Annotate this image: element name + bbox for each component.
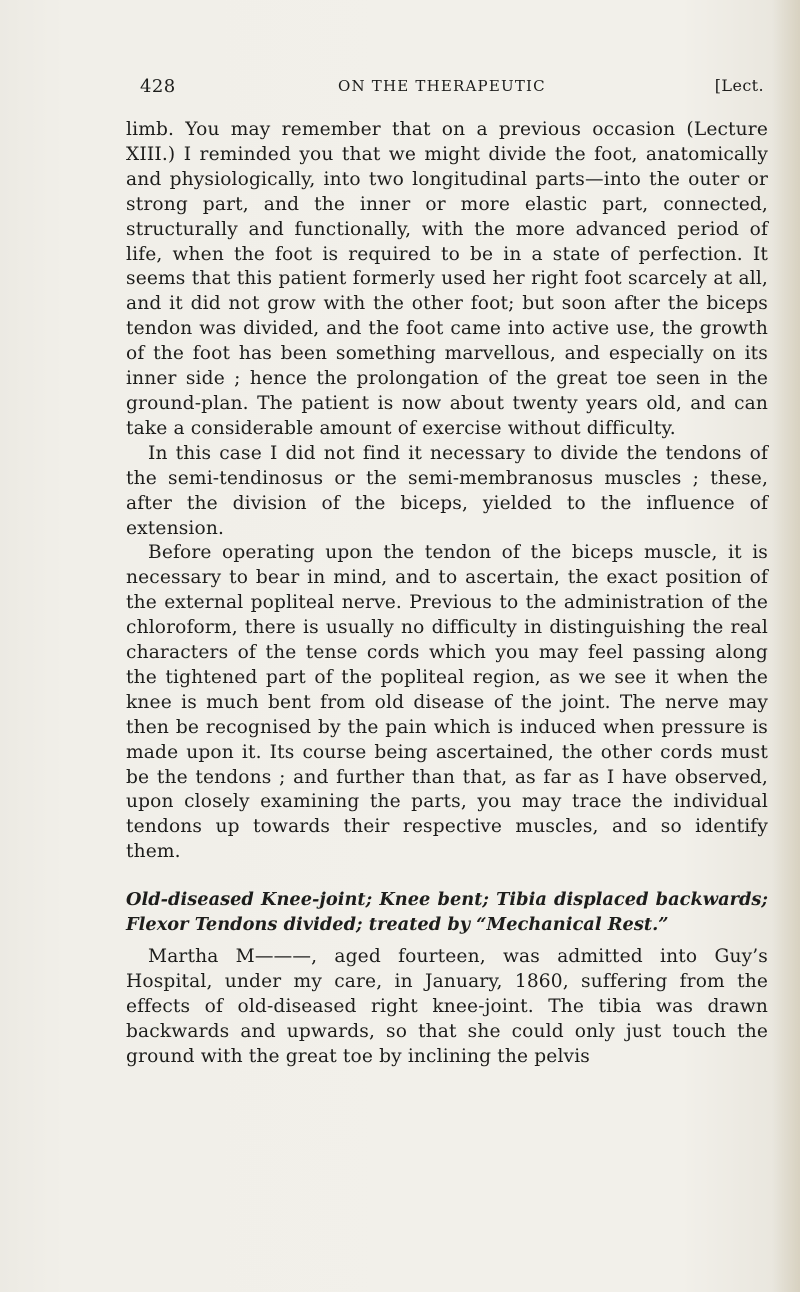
paragraph-semi-tendinosus: In this case I did not find it necessary to divide the tendons of the semi-tendinosus or the semi-membranosus muscles ; these, after the division of the biceps, yielded to the influence of extension. [126,442,768,539]
running-title: ON THE THERAPEUTIC [338,77,546,95]
page-edge-shadow [772,0,800,1292]
case-heading: Old-diseased Knee-joint; Knee bent; Tibia displaced backwards; Flexor Tendons divided; treated by “Mechanical Rest.” [126,889,768,935]
paragraph-case-martha: Martha M———, aged fourteen, was admitted into Guy’s Hospital, under my care, in January, 1860, suffering from the effects of old-diseased right knee-joint. The tibia was drawn backwards and upwards, so that she could only just touch the ground with the great toe by inclining the pelvis [126,946,768,1067]
body-text [126,118,768,1070]
section-tag: [Lect. [714,76,764,95]
paragraph-continuation: limb. You may remember that on a previous occasion (Lecture XIII.) I reminded you that we might divide the foot, anatomically and physiologically, into two longitudinal parts—into the outer or strong part, and the inner or more elastic part, connected, structurally and functionally, with the more advanced period of life, when the foot is required to be in a state of perfection. It seems that this patient formerly used her right foot scarcely at all, and it did not grow with the other foot; but soon after the biceps tendon was divided, and the foot came into active use, the growth of the foot has been something marvellous, and especially on its inner side ; hence the prolongation of the great toe seen in the ground-plan. The patient is now about twenty years old, and can take a considerable amount of exercise without difficulty. [126,119,768,439]
paragraph-popliteal-nerve: Before operating upon the tendon of the biceps muscle, it is necessary to bear in mind, and to ascertain, the exact position of the external popliteal nerve. Previous to the administration of the chloroform, there is usually no difficulty in distinguishing the real characters of the tense cords which you may feel passing along the tightened part of the popliteal region, as we see it when the knee is much bent from old disease of the joint. The nerve may then be recognised by the pain which is induced when pressure is made upon it. Its course being ascertained, the other cords must be the tendons ; and further than that, as far as I have observed, upon closely examining the parts, you may trace the individual tendons up towards their respective muscles, and so identify them. [126,542,768,863]
running-header [140,76,770,106]
page-number: 428 [140,76,176,97]
